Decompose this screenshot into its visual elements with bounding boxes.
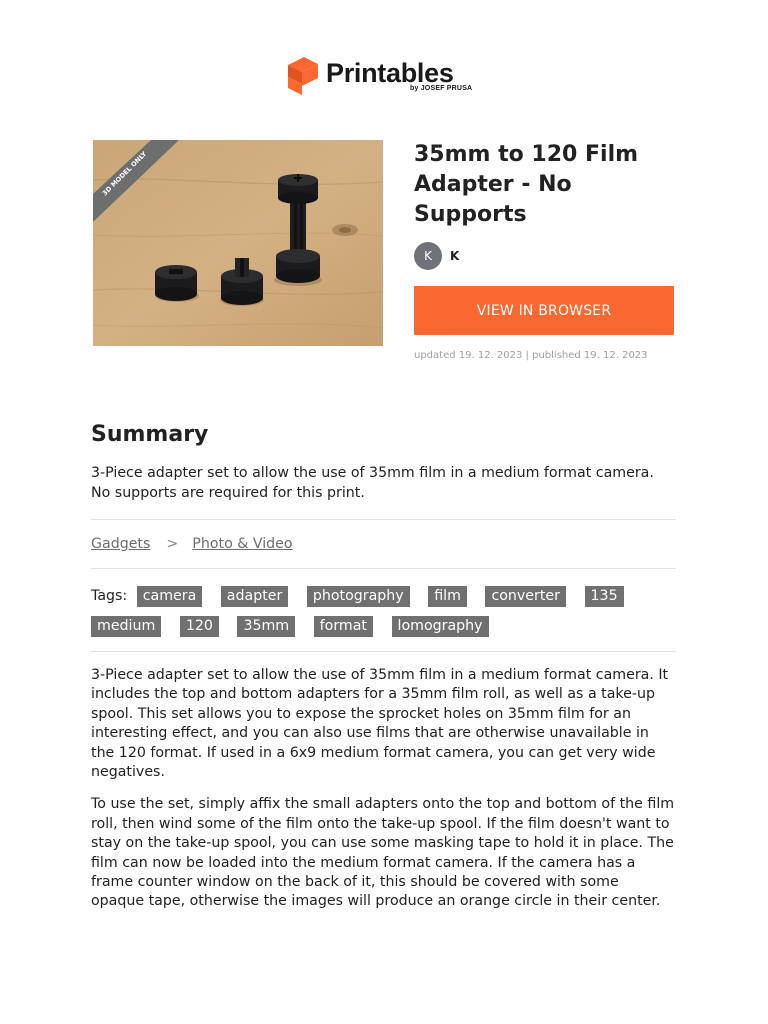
tags-label: Tags: xyxy=(91,588,128,604)
tag[interactable]: converter xyxy=(485,586,566,607)
brand-name: Printables xyxy=(326,58,454,88)
tag[interactable]: format xyxy=(314,616,373,637)
model-title: 35mm to 120 Film Adapter - No Supports xyxy=(414,142,639,227)
author[interactable] xyxy=(414,242,459,270)
summary-heading: Summary xyxy=(91,422,209,447)
view-in-browser-button[interactable]: VIEW IN BROWSER xyxy=(414,286,674,335)
breadcrumb-separator: > xyxy=(166,536,179,552)
description xyxy=(91,666,676,912)
divider xyxy=(91,651,676,652)
description-paragraph: 3-Piece adapter set to allow the use of 35mm film in a medium format camera. It includes the top and bottom adapters for a 35mm film roll, as well as a take-up spool. This set allows you to expose the sprocket holes on 35mm film for an interesting effect, and you can also use films that are otherwise unavailable in the 120 format. If used in a 6x9 medium format camera, you can get very wide negatives. xyxy=(91,667,669,781)
model-photo-image xyxy=(93,140,383,346)
tag[interactable]: medium xyxy=(91,616,161,637)
tags-list xyxy=(91,569,676,651)
tag[interactable]: film xyxy=(428,586,467,607)
tag[interactable]: camera xyxy=(137,586,203,607)
tag[interactable]: adapter xyxy=(221,586,289,607)
printables-logo-icon xyxy=(286,55,318,95)
tag[interactable]: 135 xyxy=(585,586,624,607)
tag[interactable]: 35mm xyxy=(237,616,295,637)
brand-byline: by JOSEF PRUSA xyxy=(410,85,473,92)
model-photo[interactable] xyxy=(93,140,383,346)
breadcrumb-category-link[interactable]: Gadgets xyxy=(91,536,151,552)
summary-text: 3-Piece adapter set to allow the use of 35mm film in a medium format camera. No supports are required for this print. xyxy=(91,465,654,501)
breadcrumb-subcategory-link[interactable]: Photo & Video xyxy=(192,536,293,552)
main-content xyxy=(91,420,676,925)
tag[interactable]: lomography xyxy=(392,616,489,637)
printables-logo[interactable] xyxy=(286,55,486,97)
publish-dates: updated 19. 12. 2023 | published 19. 12. 2023 xyxy=(414,350,648,361)
tag[interactable]: 120 xyxy=(180,616,219,637)
description-paragraph: To use the set, simply affix the small adapters onto the top and bottom of the film roll, then wind some of the film onto the take-up spool. If the film doesn't want to stay on the take-up spool, you can use some masking tape to hold it in place. The film can now be loaded into the medium format camera. If the camera has a frame counter window on the back of it, this should be covered with some opaque tape, otherwise the images will produce an orange circle in their center. xyxy=(91,796,675,910)
author-name[interactable]: K xyxy=(450,249,460,263)
avatar[interactable]: K xyxy=(414,242,442,270)
ribbon-label: 3D MODEL ONLY xyxy=(100,149,149,198)
breadcrumb xyxy=(91,520,676,568)
tag[interactable]: photography xyxy=(307,586,410,607)
